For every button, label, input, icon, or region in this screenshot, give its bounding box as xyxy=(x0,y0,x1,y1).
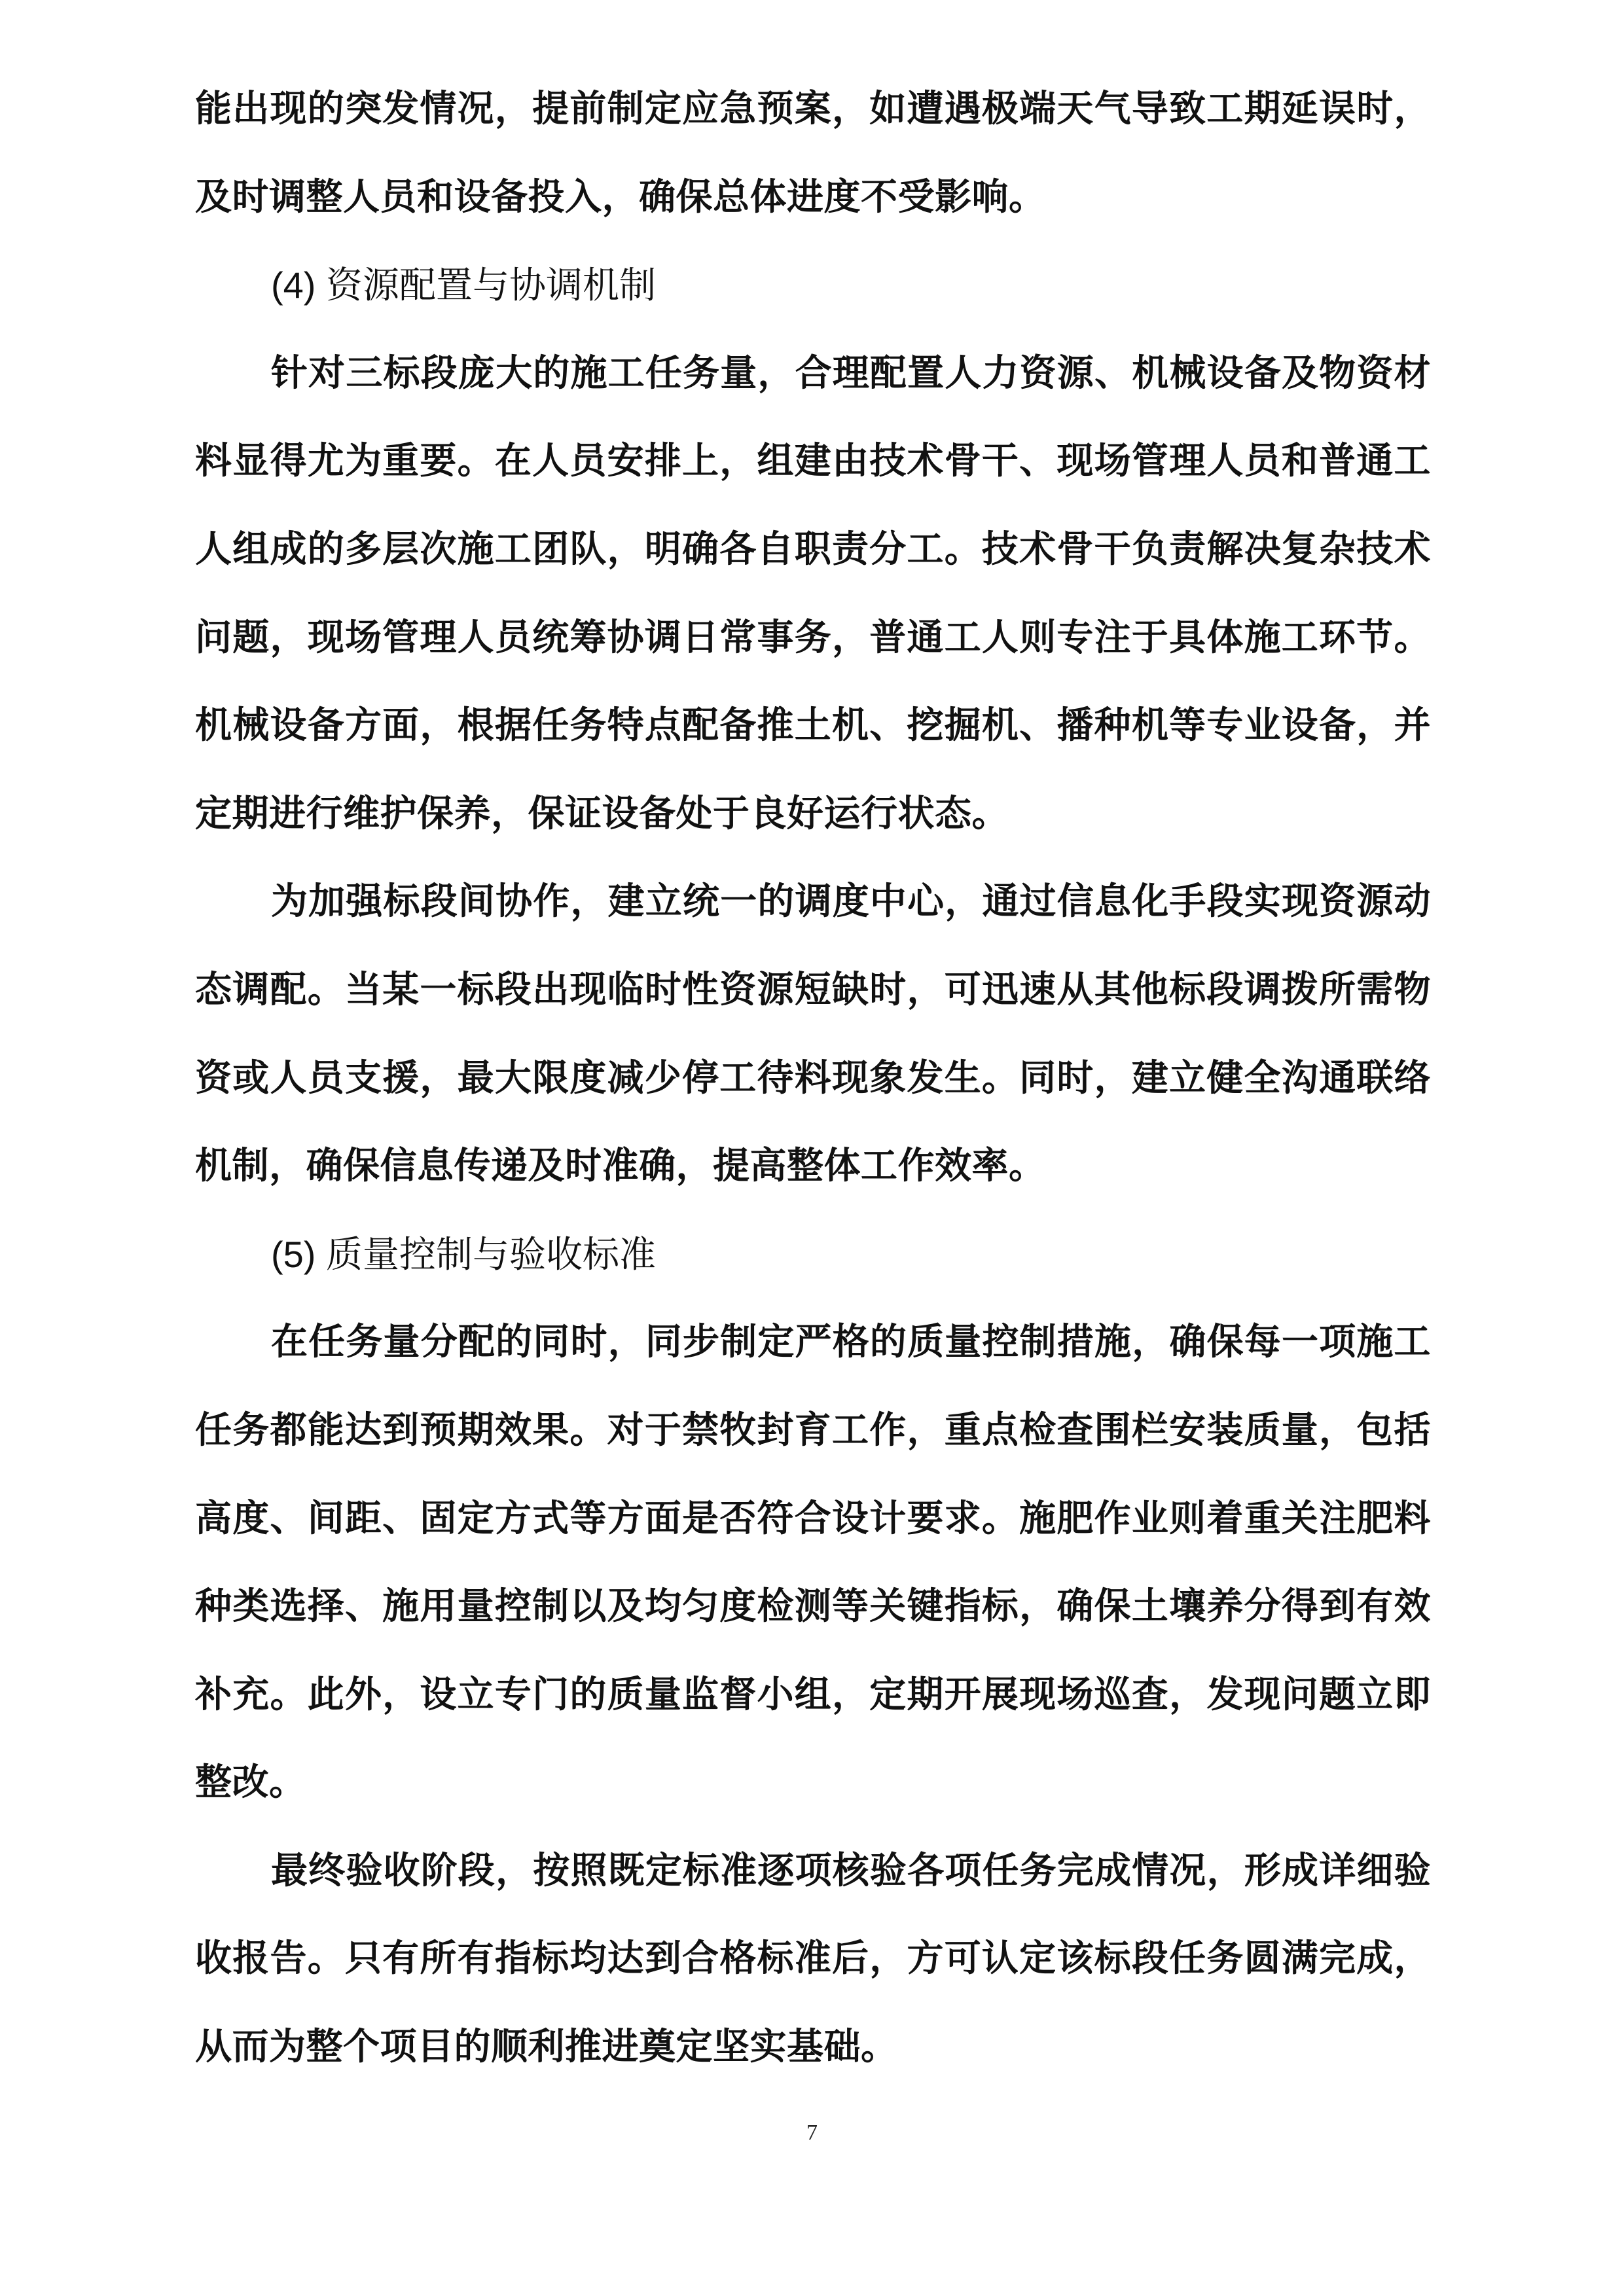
page-number: 7 xyxy=(806,2121,818,2145)
paragraph-final-acceptance: 最终验收阶段，按照既定标准逐项核验各项任务完成情况，形成详细验收报告。只有所有指标均达到合格标准后，方可认定该标段任务圆满完成，从而为整个项目的顺利推进奠定坚实基础。 xyxy=(195,1849,1431,2069)
section-heading-5: (5) 质量控制与验收标准 xyxy=(271,1233,656,1275)
paragraph-quality-control: 在任务量分配的同时，同步制定严格的质量控制措施，确保每一项施工任务都能达到预期效果。对于禁牧封育工作，重点检查围栏安装质量，包括高度、间距、固定方式等方面是否符合设计要求。施肥作业则着重关注肥料种类选择、施用量控制以及均匀度检测等关键指标，确保土壤养分得到有效补充。此外，设立专门的质量监督小组，定期开展现场巡查，发现问题立即整改。 xyxy=(195,1321,1431,1804)
section-heading-4: (4) 资源配置与协调机制 xyxy=(271,264,656,306)
paragraph-continuation: 能出现的突发情况，提前制定应急预案，如遭遇极端天气导致工期延误时，及时调整人员和设备投入，确保总体进度不受影响。 xyxy=(195,88,1431,219)
paragraph-resource-allocation: 针对三标段庞大的施工任务量，合理配置人力资源、机械设备及物资材料显得尤为重要。在人员安排上，组建由技术骨干、现场管理人员和普通工人组成的多层次施工团队，明确各自职责分工。技术骨干负责解决复杂技术问题，现场管理人员统筹协调日常事务，普通工人则专注于具体施工环节。机械设备方面，根据任务特点配备推土机、挖掘机、播种机等专业设备，并定期进行维护保养，保证设备处于良好运行状态。 xyxy=(195,351,1431,835)
paragraph-coordination: 为加强标段间协作，建立统一的调度中心，通过信息化手段实现资源动态调配。当某一标段出现临时性资源短缺时，可迅速从其他标段调拨所需物资或人员支援，最大限度减少停工待料现象发生。同时，建立健全沟通联络机制，确保信息传递及时准确，提高整体工作效率。 xyxy=(195,880,1431,1188)
page-body xyxy=(195,65,1431,2092)
